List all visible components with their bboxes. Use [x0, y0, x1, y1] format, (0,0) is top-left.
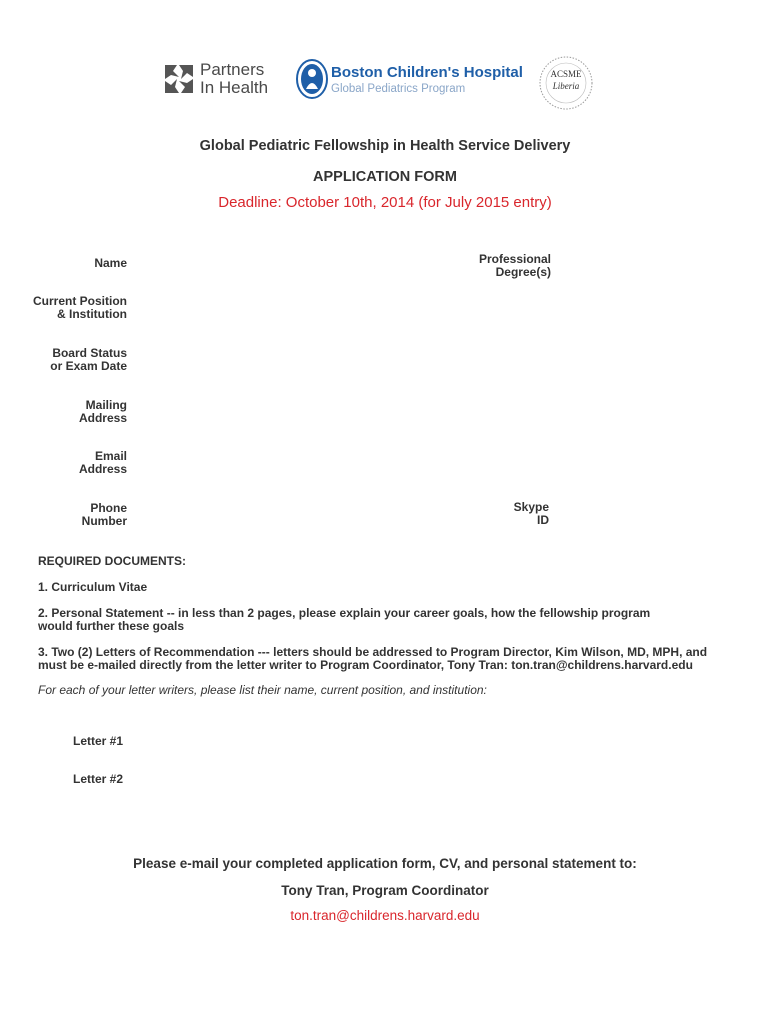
- email-field[interactable]: [135, 453, 735, 471]
- degree-label: Professional Degree(s): [478, 252, 551, 279]
- required-item-cv: 1. Curriculum Vitae: [38, 580, 148, 594]
- skype-field[interactable]: [560, 503, 740, 521]
- acsme-text: ACSME: [550, 69, 582, 79]
- logo-bar: [0, 55, 770, 110]
- name-field[interactable]: [135, 253, 435, 271]
- mailing-address-label: Mailing Address: [78, 398, 127, 425]
- bch-subtitle: Global Pediatrics Program: [331, 83, 466, 95]
- name-label: Name: [94, 256, 127, 270]
- position-label: Current Position & Institution: [32, 294, 127, 321]
- required-item-statement: 2. Personal Statement -- in less than 2 pages, please explain your career goals, how the fellowship program would further these goals: [38, 606, 651, 633]
- letter2-label: Letter #2: [73, 772, 124, 786]
- letter1-field[interactable]: [140, 732, 730, 750]
- mailing-address-field[interactable]: [135, 402, 735, 420]
- coordinator-email-link[interactable]: ton.tran@childrens.harvard.edu: [290, 908, 480, 923]
- phone-label: Phone Number: [81, 501, 127, 528]
- required-item-letters: 3. Two (2) Letters of Recommendation --- letters should be addressed to Program Director, Kim Wilson, MD, MPH, and must be e-mailed directly from the letter writer to Program Coordinator, Tony Tran: ton.tran@childrens.harvard.edu: [38, 645, 708, 672]
- submission-instruction: Please e-mail your completed application form, CV, and personal statement to:: [133, 856, 637, 871]
- pih-line2: In Health: [200, 78, 269, 97]
- email-label: Email Address: [78, 449, 127, 476]
- boston-childrens-logo-icon: [296, 59, 328, 99]
- partners-in-health-logo-icon: [163, 63, 195, 95]
- deadline-text: Deadline: October 10th, 2014 (for July 2015 entry): [218, 194, 552, 211]
- skype-label: Skype ID: [513, 500, 549, 527]
- writers-note: For each of your letter writers, please list their name, current position, and institution:: [38, 683, 487, 697]
- page-title: Global Pediatric Fellowship in Health Service Delivery: [199, 138, 571, 154]
- bch-title: Boston Children's Hospital: [331, 64, 523, 81]
- required-heading: REQUIRED DOCUMENTS:: [38, 554, 187, 568]
- board-status-field[interactable]: [135, 350, 735, 368]
- pih-line1: Partners: [200, 60, 265, 79]
- form-title: APPLICATION FORM: [313, 169, 457, 185]
- degree-field[interactable]: [560, 253, 740, 271]
- acsme-subtext: Liberia: [552, 81, 580, 91]
- coordinator-name: Tony Tran, Program Coordinator: [281, 883, 489, 898]
- letter2-field[interactable]: [140, 770, 730, 788]
- pih-logo-text: [200, 61, 268, 97]
- board-status-label: Board Status or Exam Date: [50, 346, 127, 373]
- position-field[interactable]: [135, 298, 735, 316]
- letter1-label: Letter #1: [73, 734, 124, 748]
- phone-field[interactable]: [135, 505, 435, 523]
